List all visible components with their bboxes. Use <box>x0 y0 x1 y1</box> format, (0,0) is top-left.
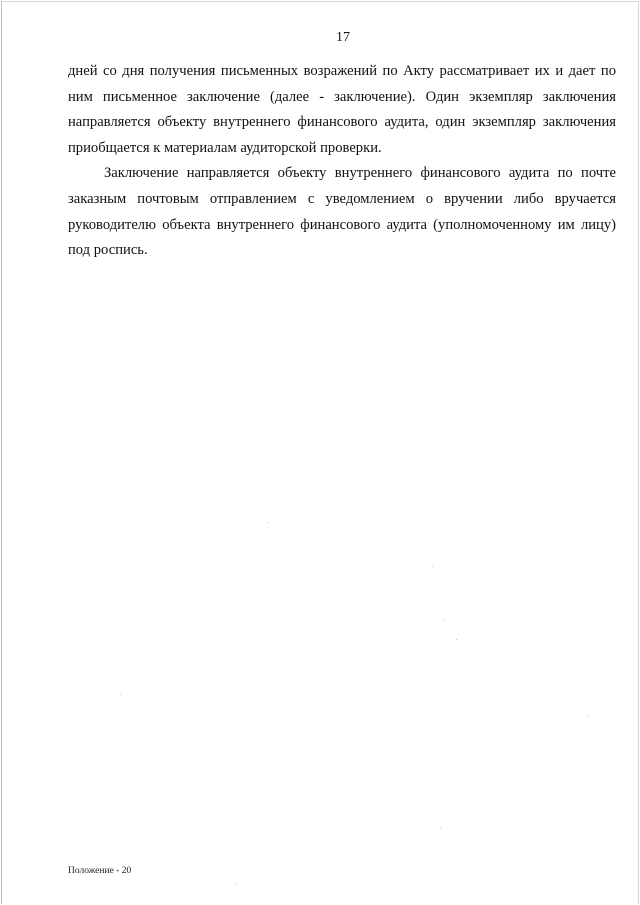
paragraph-conclusion-delivery: Заключение направляется объекту внутреннего финансового аудита по почте заказным почтовым отправлением с уведомлением о вручении либо вручается руководителю объекта внутреннего финансового аудита (уполномоченному им лицу) под роспись. <box>68 165 616 259</box>
scan-speck <box>236 884 237 885</box>
scan-speck <box>588 716 589 717</box>
page-number: 17 <box>336 30 350 45</box>
scan-speck <box>120 694 121 695</box>
footer-label: Положение - 20 <box>68 866 132 876</box>
scan-speck <box>440 828 441 829</box>
document-body <box>68 59 616 264</box>
paragraph-continuation: дней со дня получения письменных возражений по Акту рассматривает их и дает по ним письменное заключение (далее - заключение). Один экземпляр заключения направляется объекту внутреннего финансового аудита, один экземпляр заключения приобщается к материалам аудиторской проверки. <box>68 63 616 156</box>
scan-speck <box>456 639 457 640</box>
scan-speck <box>444 619 445 620</box>
scan-speck <box>432 566 433 567</box>
scan-speck <box>268 522 269 523</box>
